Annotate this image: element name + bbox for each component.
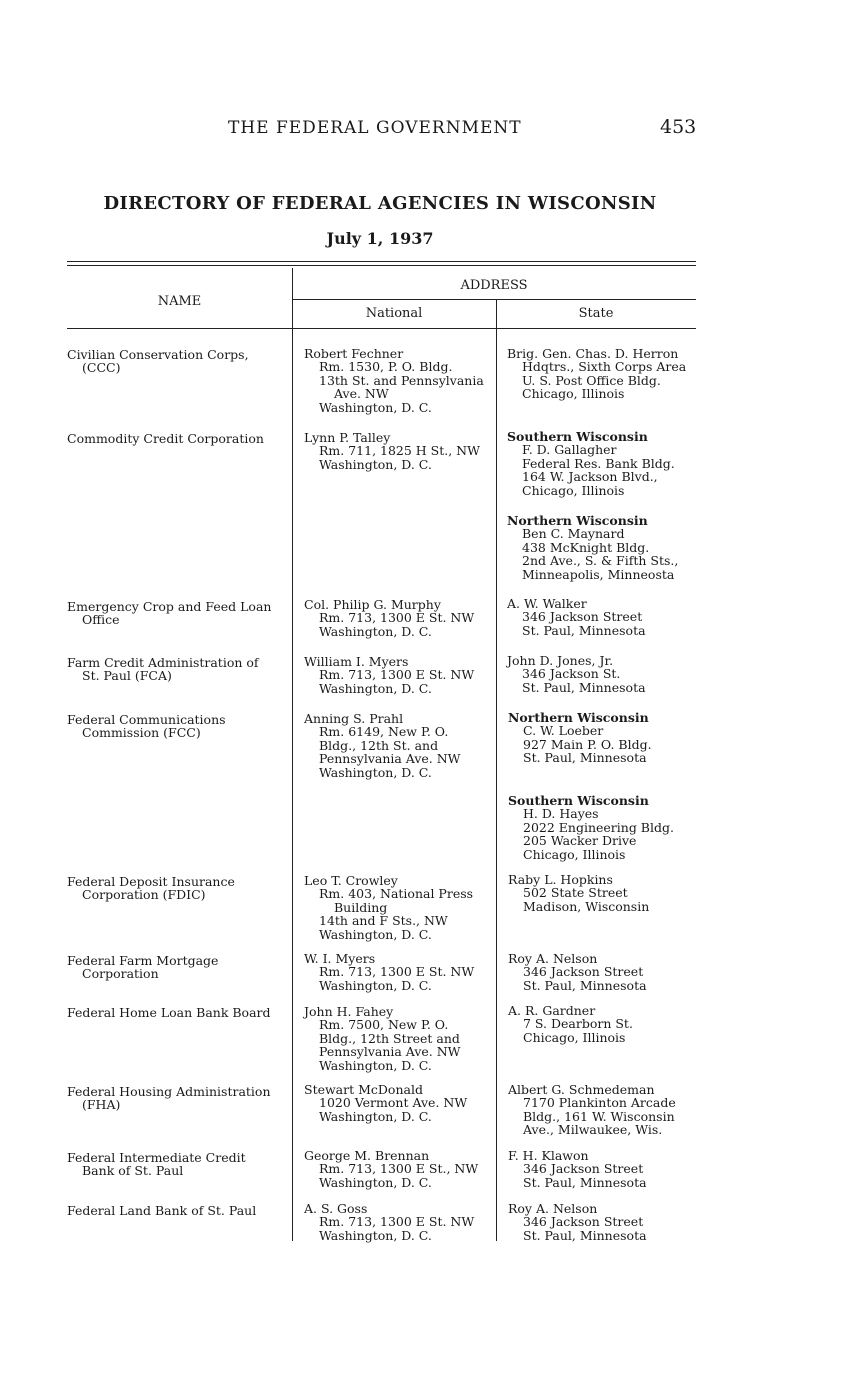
national-address: W. I. Myers Rm. 713, 1300 E St. NW Washington, D. C. [304, 951, 475, 993]
agency-name: Federal Deposit Insurance Corporation (FDIC) [67, 874, 235, 903]
agency-name: Federal Home Loan Bank Board [67, 1005, 271, 1020]
agency-name: Federal Land Bank of St. Paul [67, 1203, 257, 1218]
agency-name: Federal Farm Mortgage Corporation [67, 953, 219, 982]
agency-name: Federal Intermediate Credit Bank of St. Paul [67, 1150, 246, 1179]
state-address: Roy A. Nelson 346 Jackson Street St. Paul, Minnesota [508, 1201, 647, 1243]
agency-name: Civilian Conservation Corps, (CCC) [67, 347, 249, 376]
state-address: A. W. Walker 346 Jackson Street St. Paul, Minnesota [507, 596, 646, 638]
column-header-state: State [578, 306, 614, 321]
national-address: Robert Fechner Rm. 1530, P. O. Bldg. 13th St. and Pennsylvania Ave. NW Washington, D. C. [304, 346, 484, 415]
agency-name: Emergency Crop and Feed Loan Office [67, 599, 272, 628]
national-address: Lynn P. Talley Rm. 711, 1825 H St., NW Washington, D. C. [304, 430, 480, 472]
state-address: Northern Wisconsin C. W. Loeber 927 Main P. O. Bldg. St. Paul, Minnesota [508, 710, 652, 766]
agency-name: Federal Housing Administration (FHA) [67, 1084, 271, 1113]
state-address: Southern Wisconsin H. D. Hayes 2022 Engineering Bldg. 205 Wacker Drive Chicago, Illinois [508, 793, 674, 862]
page-number: 453 [660, 116, 697, 138]
state-address: Southern Wisconsin F. D. Gallagher Federal Res. Bank Bldg. 164 W. Jackson Blvd., Chicago, Illinois [507, 429, 675, 498]
state-address: John D. Jones, Jr. 346 Jackson St. St. Paul, Minnesota [507, 653, 646, 695]
national-address: Col. Philip G. Murphy Rm. 713, 1300 E St. NW Washington, D. C. [304, 597, 475, 639]
national-address: Anning S. Prahl Rm. 6149, New P. O. Bldg., 12th St. and Pennsylvania Ave. NW Washington, D. C. [304, 711, 461, 780]
document-title: DIRECTORY OF FEDERAL AGENCIES IN WISCONSIN [103, 193, 657, 214]
region-heading: Southern Wisconsin [507, 429, 648, 444]
state-address: Brig. Gen. Chas. D. Herron Hdqtrs., Sixth Corps Area U. S. Post Office Bldg. Chicago, Illinois [507, 346, 687, 402]
state-address: F. H. Klawon 346 Jackson Street St. Paul, Minnesota [508, 1148, 647, 1190]
column-header-national: National [365, 306, 423, 321]
national-address: John H. Fahey Rm. 7500, New P. O. Bldg., 12th Street and Pennsylvania Ave. NW Washington, D. C. [304, 1004, 461, 1073]
agency-name: Farm Credit Administration of St. Paul (FCA) [67, 655, 259, 684]
state-address: Northern Wisconsin Ben C. Maynard 438 McKnight Bldg. 2nd Ave., S. & Fifth Sts., Minneapolis, Minneosta [507, 513, 679, 582]
national-column-divider [496, 300, 497, 1241]
agency-name: Federal Communications Commission (FCC) [67, 712, 226, 741]
national-address: Stewart McDonald 1020 Vermont Ave. NW Washington, D. C. [304, 1082, 468, 1124]
top-double-rule-2 [67, 265, 696, 266]
running-title: THE FEDERAL GOVERNMENT [228, 118, 522, 138]
column-header-address: ADDRESS [460, 278, 528, 293]
national-address: William I. Myers Rm. 713, 1300 E St. NW Washington, D. C. [304, 654, 475, 696]
national-address: A. S. Goss Rm. 713, 1300 E St. NW Washington, D. C. [304, 1201, 475, 1243]
region-heading: Southern Wisconsin [508, 793, 649, 808]
agency-name: Commodity Credit Corporation [67, 431, 264, 446]
state-address: Albert G. Schmedeman 7170 Plankinton Arcade Bldg., 161 W. Wisconsin Ave., Milwaukee, Wis. [508, 1082, 676, 1138]
top-double-rule-1 [67, 261, 696, 262]
state-address: Roy A. Nelson 346 Jackson Street St. Paul, Minnesota [508, 951, 647, 993]
name-column-divider [292, 268, 293, 1241]
region-heading: Northern Wisconsin [508, 710, 649, 725]
national-address: Leo T. Crowley Rm. 403, National Press Building 14th and F Sts., NW Washington, D. C. [304, 873, 474, 942]
address-subhead-rule [292, 299, 696, 300]
region-heading: Northern Wisconsin [507, 513, 648, 528]
column-header-name: NAME [157, 294, 202, 309]
header-bottom-rule [67, 328, 696, 329]
state-address: A. R. Gardner 7 S. Dearborn St. Chicago, Illinois [508, 1003, 633, 1045]
state-address: Raby L. Hopkins 502 State Street Madison, Wisconsin [508, 872, 650, 914]
document-date: July 1, 1937 [326, 229, 434, 248]
running-head [0, 118, 859, 140]
national-address: George M. Brennan Rm. 713, 1300 E St., NW Washington, D. C. [304, 1148, 479, 1190]
